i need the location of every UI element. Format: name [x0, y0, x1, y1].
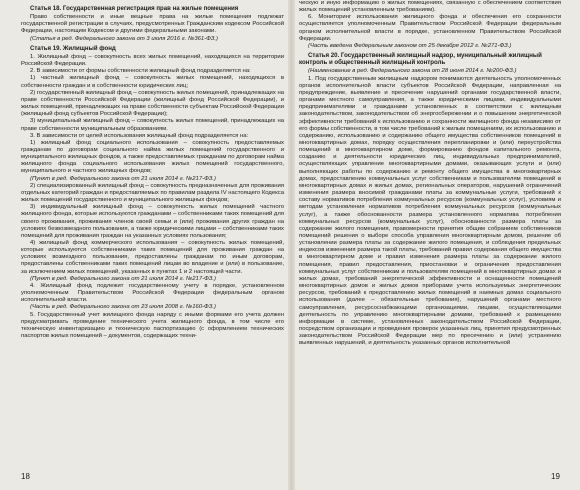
paragraph: 1. Жилищный фонд – совокупность всех жилых помещений, находящихся на территории Российской Федерации. — [21, 53, 284, 68]
amendment-note: (Часть введена Федеральным законом от 25 декабря 2012 г. №271-ФЗ.) — [308, 42, 512, 49]
paragraph: 3) муниципальный жилищный фонд – совокупность жилых помещений, принадлежащих на праве собственности муниципальным образованиям. — [21, 118, 284, 132]
paragraph: 5. Государственный учет жилищного фонда наряду с иными формами его учета должен предусматривать проведение технического учета жилищного фонда, в том числе его техническую инвентаризацию и техническую паспортизацию (с оформлением технических паспортов жилых помещений – документов, содержащих техни- — [21, 311, 284, 340]
amendment-note: (Наименование в ред. Федерального закона от 28 июня 2014 г. №200-ФЗ.) — [308, 68, 517, 75]
page-number-right: 19 — [551, 472, 560, 481]
paragraph: 1) частный жилищный фонд – совокупность жилых помещений, находящихся в собственности граждан и в собственности юридических лиц; — [21, 75, 284, 89]
paragraph: Право собственности и иные вещные права на жилые помещения подлежат государственной регистрации в случаях, предусмотренных Гражданским кодексом Российской Федерации, настоящим Кодексом и другими федеральными законами. — [21, 14, 284, 35]
amendment-note: (Статья в ред. Федерального закона от 3 июля 2016 г. №361-ФЗ.) — [30, 35, 219, 42]
paragraph: 2) государственный жилищный фонд – совокупность жилых помещений, принадлежащих на праве собственности Российской Федерации (жилищный фонд Российской Федерации), и жилых помещений, принадлежащих на праве собственности субъектам Российской Федерации (жилищный фонд субъектов Российской Федерации); — [21, 89, 284, 118]
article-heading: Статья 18. Государственная регистрация прав на жилые помещения — [30, 5, 239, 12]
continued-paragraph: ческую и иную информацию о жилых помещениях, связанную с обеспечением соответствия жилых помещений установленным требованиям). — [299, 0, 561, 14]
article-heading: Статья 19. Жилищный фонд — [30, 44, 116, 52]
amendment-note: (Пункт в ред. Федерального закона от 21 июля 2014 г. №217-ФЗ.) — [30, 275, 216, 282]
page-number-left: 18 — [21, 472, 30, 481]
paragraph: 1. Под государственным жилищным надзором понимаются деятельность уполномоченных органов исполнительной власти субъектов Российской Федерации, направленная на предупреждение, выявление и пресечение нарушений органами государственной власти, органами местного самоуправления, а также юридическими лицами, индивидуальными предпринимателями и гражданами установленных в соответствии с жилищным законодательством, законодательством об энергосбережении и о повышении энергетической эффективности требований к использованию и сохранности жилищного фонда независимо от его формы собственности, в том числе требований к жилым помещениям, их использованию и содержанию, использованию и содержанию общего имущества собственников помещений в многоквартирных домах, порядку осуществления перепланировки и (или) переустройства помещений в многоквартирном доме, формированию фондов капитального ремонта, созданию и деятельности юридических лиц, индивидуальных предпринимателей, осуществляющих управление многоквартирными домами, оказывающих услуги и (или) выполняющих работы по содержанию и ремонту общего имущества в многоквартирных домах, предоставлению коммунальных услуг собственникам и пользователям помещений в многоквартирных домах и жилых домах, региональных операторов, нарушений ограничений изменения размера вносимой гражданами платы за коммунальные услуги, требований к составу нормативов потребления коммунальных ресурсов (коммунальных услуг), условиям и методам установления нормативов потребления коммунальных ресурсов (коммунальных услуг), а также обоснованности размера установленного норматива потребления коммунальных ресурсов (коммунальных услуг), обоснованности размера платы за содержание жилого помещения, правомерности принятия общим собранием собственников помещений решения о выборе способа управления многоквартирным домом, решение об установлении размера платы за содержание жилого помещения, и соблюдения предельных индексов изменения размера такой платы, требований правил содержания общего имущества в многоквартирном доме и правил изменения размера платы за содержание жилого помещения, правил предоставления, приостановки и ограничения предоставления коммунальных услуг собственникам и пользователям помещений в многоквартирных домах и жилых домах, требований энергетической эффективности и оснащенности помещений многоквартирных домов и жилых домов приборами учета используемых энергетических ресурсов, требований к предоставлению жилых помещений в наемных домах социального использования (далее – обязательные требования), нарушений органами местного самоуправления, ресурсоснабжающими организациями, лицами, осуществляющими деятельность по управлению многоквартирными домами, требований к размещению информации в системе, установленных законодательством Российской Федерации, посредством организации и проведения проверок указанных лиц, принятия предусмотренных законодательством Российской Федерации мер по пресечению и (или) устранению выявленных нарушений, и деятельность указанных органов исполнительной — [299, 75, 561, 347]
paragraph: 4. Жилищный фонд подлежит государственному учету в порядке, установленном уполномоченным Правительством Российской Федерации федеральным органом исполнительной власти. — [21, 282, 284, 304]
book-gutter — [288, 0, 295, 490]
paragraph: 4) жилищный фонд коммерческого использования – совокупность жилых помещений, которые используются собственниками таких помещений для проживания граждан на условиях возмездного пользования, предоставлены гражданам по иным договорам, предоставлены собственниками таких помещений лицам во владение и (или) в пользование, за исключением жилых помещений, указанных в пунктах 1 и 2 настоящей части. — [21, 240, 284, 275]
paragraph: 2. В зависимости от формы собственности жилищный фонд подразделяется на: — [30, 68, 251, 75]
article-heading: Статья 20. Государственный жилищный надзор, муниципальный жилищный контроль и общественный жилищный контроль — [299, 52, 542, 67]
paragraph: 3) индивидуальный жилищный фонд – совокупность жилых помещений частного жилищного фонда, которые используются гражданами – собственниками таких помещений для своего проживания, проживания членов своей семьи и (или) проживания других граждан на условиях безвозмездного пользования, а также юридическими лицами – собственниками таких помещений для проживания граждан на указанных условиях пользования; — [21, 204, 284, 239]
left-page-text — [21, 0, 284, 340]
paragraph: 1) жилищный фонд социального использования – совокупность предоставляемых гражданам по договорам социального найма жилых помещений государственного и муниципального жилищных фондов, а также предоставляемых гражданам по договорам найма жилищного фонда социального использования жилых помещений государственного, муниципального и частного жилищных фондов; — [21, 139, 284, 175]
paragraph: 6. Мониторинг использования жилищного фонда и обеспечения его сохранности осуществляется уполномоченным Правительством Российской Федерации федеральным органом исполнительной власти в порядке, установленном Правительством Российской Федерации. — [299, 14, 561, 42]
paragraph: 2) специализированный жилищный фонд – совокупность предназначенных для проживания отдельных категорий граждан и предоставляемых по правилам раздела IV настоящего Кодекса жилых помещений государственного и муниципального жилищных фондов; — [21, 182, 284, 204]
right-page-text — [299, 0, 561, 348]
amendment-note: (Пункт в ред. Федерального закона от 21 июля 2014 г. №217-ФЗ.) — [30, 175, 216, 182]
paragraph: 3. В зависимости от целей использования жилищный фонд подразделяется на: — [30, 132, 249, 139]
amendment-note: (Часть в ред. Федерального закона от 23 июля 2008 г. №160-ФЗ.) — [30, 304, 216, 311]
